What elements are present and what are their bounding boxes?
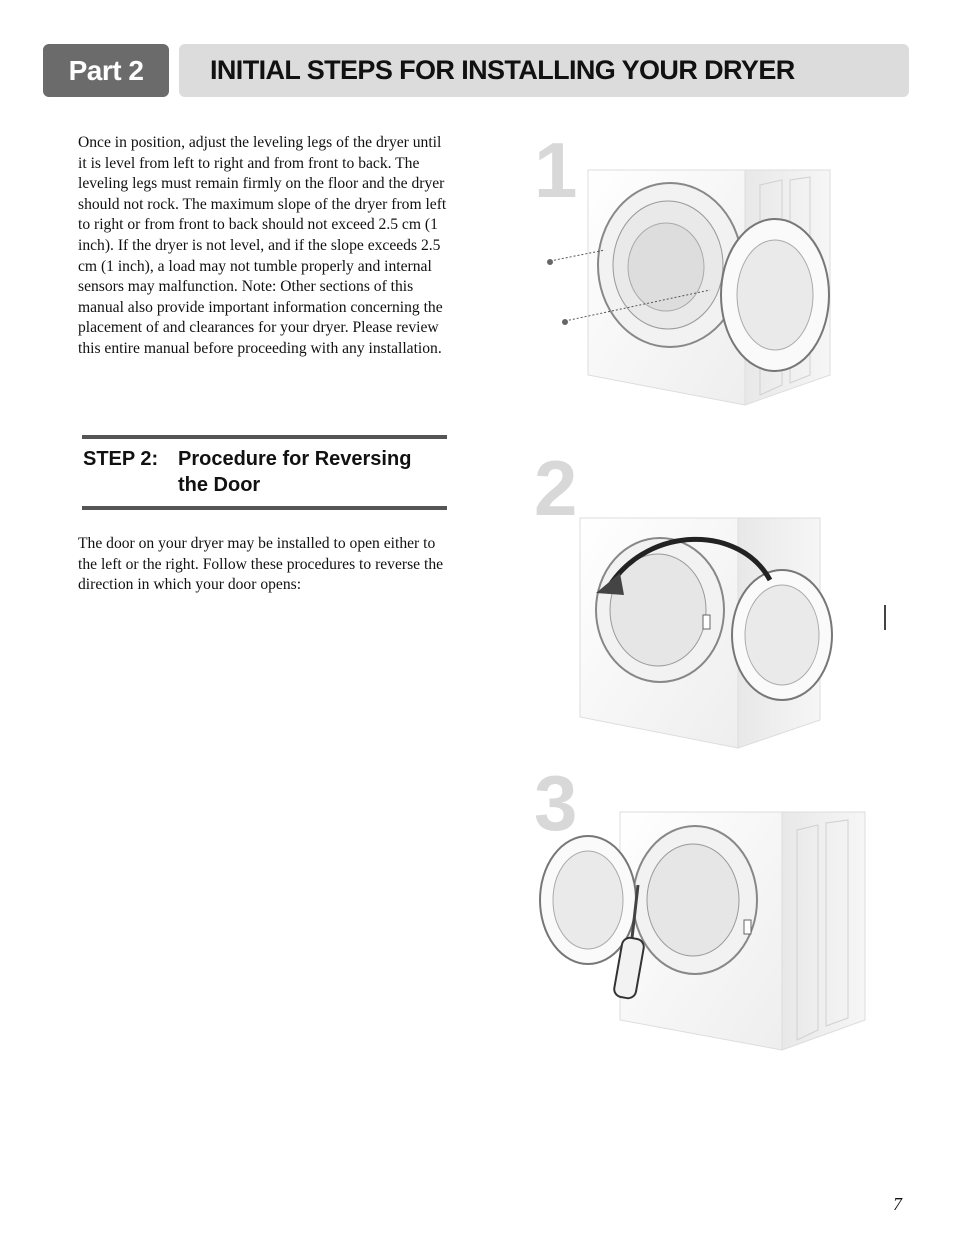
section-title: INITIAL STEPS FOR INSTALLING YOUR DRYER <box>210 55 795 85</box>
figure-step-1 <box>520 125 840 415</box>
step-title: Procedure for Reversing the Door <box>178 448 412 496</box>
step-number-2: 2 <box>534 445 578 532</box>
step-number-1: 1 <box>534 126 578 214</box>
step-heading <box>82 435 447 510</box>
intro-paragraph: Once in position, adjust the leveling legs of the dryer until it is level from left to right and from front to back. The leveling legs must remain firmly on the floor and the dryer should not rock. The maximum slope of the dryer from left to right or from front to back should not exceed 2.5 cm (1 inch). If the dryer is not level, and if the slope exceeds 2.5 cm (1 inch), a load may not tumble properly and internal sensors may malfunction. Note: Other sections of this manual also provide important information concerning the placement of and clearances for your dryer. Please review this entire manual before proceeding with any installation. <box>78 134 447 357</box>
page-number: 7 <box>893 1194 902 1214</box>
step-number-3: 3 <box>534 760 578 847</box>
screw-icon <box>547 259 553 265</box>
screw-icon <box>562 319 568 325</box>
section-title-bar <box>179 44 909 97</box>
part-label: Part 2 <box>68 54 144 86</box>
figure-step-3 <box>520 760 890 1060</box>
figure-step-2 <box>520 445 900 755</box>
step-paragraph: The door on your dryer may be installed to open either to the left or the right. Follow these procedures to reverse the direction in which your door opens: <box>78 535 444 594</box>
part-tab <box>43 44 169 97</box>
step-label: STEP 2: <box>83 448 159 470</box>
dryer-side <box>782 812 865 1050</box>
